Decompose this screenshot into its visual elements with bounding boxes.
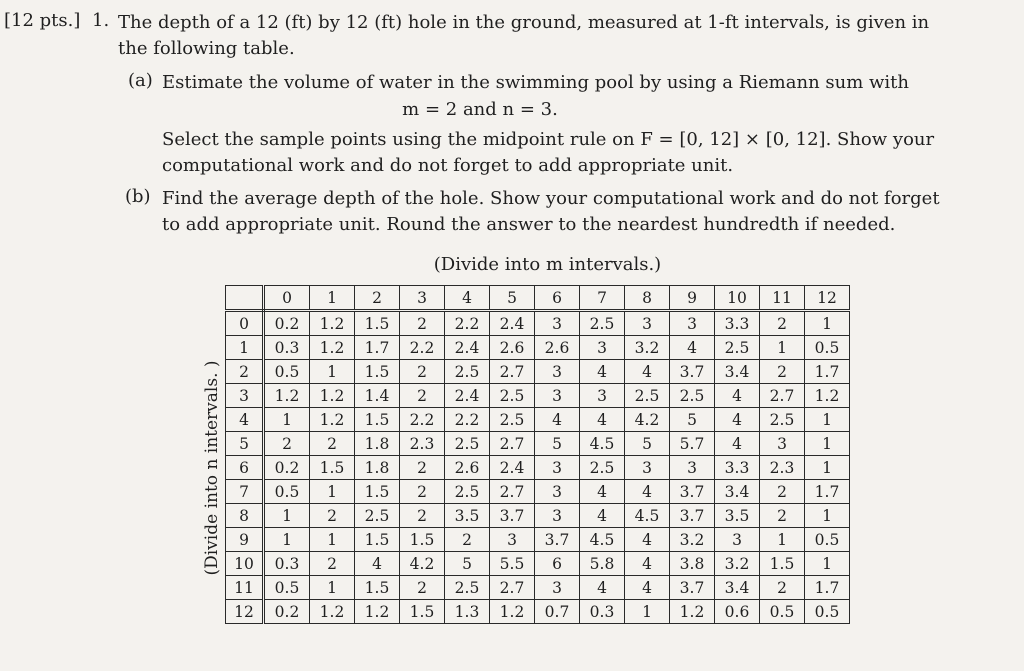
depth-cell: 4 [715, 432, 760, 456]
depth-cell: 4 [625, 552, 670, 576]
depth-cell: 2 [400, 456, 445, 480]
depth-cell: 1.5 [355, 408, 400, 432]
depth-cell: 1.7 [805, 360, 850, 384]
depth-cell: 4 [355, 552, 400, 576]
depth-cell: 2.5 [445, 432, 490, 456]
depth-cell: 3.4 [715, 480, 760, 504]
depth-cell: 3 [535, 384, 580, 408]
depth-cell: 4 [715, 408, 760, 432]
depth-cell: 2 [760, 360, 805, 384]
column-header: 7 [580, 286, 625, 311]
depth-cell: 3 [535, 360, 580, 384]
depth-cell: 2.5 [355, 504, 400, 528]
depth-cell: 1 [805, 432, 850, 456]
depth-cell: 1.2 [310, 311, 355, 336]
depth-cell: 0.2 [264, 311, 310, 336]
depth-cell: 1 [805, 552, 850, 576]
row-header: 9 [226, 528, 264, 552]
depth-cell: 3 [670, 456, 715, 480]
depth-cell: 3.3 [715, 456, 760, 480]
depth-cell: 3.2 [625, 336, 670, 360]
depth-cell: 2 [760, 480, 805, 504]
depth-cell: 3 [625, 311, 670, 336]
depth-cell: 2 [400, 504, 445, 528]
depth-cell: 3.5 [445, 504, 490, 528]
depth-cell: 3.2 [715, 552, 760, 576]
depth-table [225, 285, 850, 624]
part-a-line3: Select the sample points using the midpoint rule on F = [0, 12] × [0, 12]. Show your computational work and do not forget to add appropriate unit. [162, 129, 935, 176]
depth-cell: 2.3 [400, 432, 445, 456]
depth-cell: 2.2 [445, 408, 490, 432]
depth-cell: 1.2 [670, 600, 715, 624]
depth-cell: 4 [535, 408, 580, 432]
depth-cell: 2.7 [490, 576, 535, 600]
depth-cell: 3.7 [670, 504, 715, 528]
depth-cell: 2.4 [445, 336, 490, 360]
depth-cell: 2.5 [625, 384, 670, 408]
depth-cell: 1.7 [355, 336, 400, 360]
row-header: 1 [226, 336, 264, 360]
row-header: 2 [226, 360, 264, 384]
row-header: 4 [226, 408, 264, 432]
depth-cell: 5 [625, 432, 670, 456]
depth-cell: 2.5 [490, 384, 535, 408]
depth-cell: 1 [760, 336, 805, 360]
depth-cell: 1.5 [400, 600, 445, 624]
table-row [226, 600, 850, 624]
depth-cell: 3.7 [670, 480, 715, 504]
depth-cell: 2.5 [760, 408, 805, 432]
depth-cell: 3 [580, 384, 625, 408]
depth-cell: 1.2 [310, 408, 355, 432]
column-header: 8 [625, 286, 670, 311]
depth-cell: 2 [264, 432, 310, 456]
depth-cell: 4.5 [625, 504, 670, 528]
depth-cell: 0.3 [580, 600, 625, 624]
depth-cell: 2 [400, 360, 445, 384]
depth-cell: 2.7 [490, 360, 535, 384]
depth-cell: 2.5 [445, 576, 490, 600]
depth-cell: 4 [580, 504, 625, 528]
depth-cell: 1.5 [355, 480, 400, 504]
depth-cell: 2.6 [490, 336, 535, 360]
depth-cell: 1.5 [310, 456, 355, 480]
depth-cell: 1.5 [400, 528, 445, 552]
depth-cell: 3 [580, 336, 625, 360]
depth-cell: 1.2 [490, 600, 535, 624]
depth-cell: 1 [264, 504, 310, 528]
part-a-line1: Estimate the volume of water in the swimming pool by using a Riemann sum with [162, 72, 909, 93]
depth-cell: 0.5 [264, 576, 310, 600]
depth-cell: 3 [535, 456, 580, 480]
table-row [226, 576, 850, 600]
depth-cell: 1.2 [310, 600, 355, 624]
table-row [226, 360, 850, 384]
depth-cell: 3.7 [670, 360, 715, 384]
part-a-label: (a) [128, 70, 153, 91]
part-b-text: Find the average depth of the hole. Show your computational work and do not forget to add appropriate unit. Round the answer to the neardest hundredth if needed. [162, 188, 940, 235]
depth-cell: 2.5 [670, 384, 715, 408]
depth-cell: 3.2 [670, 528, 715, 552]
depth-cell: 3.5 [715, 504, 760, 528]
depth-cell: 2.2 [400, 408, 445, 432]
row-header: 0 [226, 311, 264, 336]
depth-cell: 2.5 [445, 360, 490, 384]
depth-cell: 2 [445, 528, 490, 552]
depth-cell: 5 [535, 432, 580, 456]
depth-cell: 3 [535, 576, 580, 600]
depth-cell: 1.8 [355, 456, 400, 480]
depth-cell: 3.4 [715, 576, 760, 600]
table-row [226, 504, 850, 528]
depth-cell: 1 [310, 576, 355, 600]
question-intro: The depth of a 12 (ft) by 12 (ft) hole in the ground, measured at 1-ft intervals, is given in the following table. [118, 12, 930, 59]
depth-cell: 1.5 [355, 576, 400, 600]
depth-cell: 2.4 [490, 456, 535, 480]
depth-cell: 1.5 [760, 552, 805, 576]
depth-cell: 1 [805, 456, 850, 480]
depth-cell: 4.2 [400, 552, 445, 576]
row-header: 8 [226, 504, 264, 528]
depth-cell: 1.5 [355, 360, 400, 384]
depth-cell: 2 [310, 552, 355, 576]
table-row [226, 456, 850, 480]
depth-cell: 5 [670, 408, 715, 432]
part-b-label: (b) [125, 186, 151, 207]
depth-cell: 0.5 [264, 480, 310, 504]
table-row [226, 552, 850, 576]
column-header: 9 [670, 286, 715, 311]
depth-cell: 2.7 [760, 384, 805, 408]
depth-cell: 2 [400, 576, 445, 600]
depth-cell: 0.5 [805, 528, 850, 552]
depth-cell: 2.7 [490, 480, 535, 504]
depth-cell: 0.5 [805, 600, 850, 624]
row-header: 11 [226, 576, 264, 600]
depth-cell: 0.5 [760, 600, 805, 624]
depth-cell: 4 [715, 384, 760, 408]
table-row [226, 336, 850, 360]
depth-cell: 4 [625, 528, 670, 552]
depth-cell: 6 [535, 552, 580, 576]
depth-cell: 3.7 [490, 504, 535, 528]
table-row [226, 528, 850, 552]
depth-cell: 4.5 [580, 528, 625, 552]
depth-cell: 2 [310, 432, 355, 456]
depth-cell: 1 [310, 528, 355, 552]
depth-cell: 5.8 [580, 552, 625, 576]
depth-cell: 4 [580, 360, 625, 384]
depth-cell: 2.5 [580, 311, 625, 336]
depth-cell: 2.5 [580, 456, 625, 480]
table-corner-cell [226, 286, 264, 311]
depth-cell: 4.2 [625, 408, 670, 432]
depth-cell: 1.5 [355, 528, 400, 552]
depth-cell: 2 [760, 576, 805, 600]
depth-cell: 1.7 [805, 576, 850, 600]
depth-cell: 2.4 [445, 384, 490, 408]
depth-cell: 0.7 [535, 600, 580, 624]
depth-cell: 0.2 [264, 456, 310, 480]
row-header: 10 [226, 552, 264, 576]
depth-cell: 3.4 [715, 360, 760, 384]
column-header: 11 [760, 286, 805, 311]
depth-cell: 1.2 [310, 336, 355, 360]
depth-cell: 1.8 [355, 432, 400, 456]
part-a-line2: m = 2 and n = 3. [402, 99, 558, 120]
table-row [226, 432, 850, 456]
depth-cell: 1 [625, 600, 670, 624]
depth-cell: 4 [670, 336, 715, 360]
column-header: 6 [535, 286, 580, 311]
depth-cell: 1.2 [355, 600, 400, 624]
depth-cell: 4 [580, 576, 625, 600]
depth-cell: 1 [805, 311, 850, 336]
depth-cell: 1.3 [445, 600, 490, 624]
depth-cell: 1 [805, 408, 850, 432]
depth-cell: 5 [445, 552, 490, 576]
depth-cell: 4 [580, 480, 625, 504]
depth-cell: 1 [310, 360, 355, 384]
depth-cell: 2.4 [490, 311, 535, 336]
depth-cell: 2.5 [490, 408, 535, 432]
depth-cell: 3 [760, 432, 805, 456]
depth-cell: 4 [625, 576, 670, 600]
depth-cell: 2.5 [715, 336, 760, 360]
table-row [226, 480, 850, 504]
depth-cell: 1 [805, 504, 850, 528]
row-caption: (Divide into n intervals. ) [202, 360, 222, 576]
depth-cell: 3 [490, 528, 535, 552]
depth-cell: 4 [580, 408, 625, 432]
depth-cell: 4 [625, 360, 670, 384]
depth-cell: 3 [535, 480, 580, 504]
depth-cell: 1.2 [805, 384, 850, 408]
depth-cell: 1 [264, 408, 310, 432]
depth-cell: 2 [760, 311, 805, 336]
column-header: 1 [310, 286, 355, 311]
depth-cell: 1.2 [310, 384, 355, 408]
depth-cell: 1 [760, 528, 805, 552]
depth-cell: 3 [715, 528, 760, 552]
depth-cell: 3.8 [670, 552, 715, 576]
depth-cell: 0.3 [264, 336, 310, 360]
points-label: [12 pts.] [4, 10, 81, 31]
depth-cell: 2.6 [535, 336, 580, 360]
depth-cell: 4.5 [580, 432, 625, 456]
table-row [226, 384, 850, 408]
column-caption: (Divide into m intervals.) [433, 254, 662, 275]
depth-cell: 1.2 [264, 384, 310, 408]
depth-cell: 2.2 [445, 311, 490, 336]
column-header: 2 [355, 286, 400, 311]
depth-cell: 3 [535, 504, 580, 528]
table-header-row [226, 286, 850, 311]
depth-cell: 1.4 [355, 384, 400, 408]
depth-cell: 2 [400, 384, 445, 408]
depth-cell: 0.5 [264, 360, 310, 384]
depth-cell: 2.2 [400, 336, 445, 360]
depth-cell: 2.7 [490, 432, 535, 456]
depth-cell: 1.5 [355, 311, 400, 336]
column-header: 5 [490, 286, 535, 311]
depth-cell: 0.6 [715, 600, 760, 624]
row-header: 6 [226, 456, 264, 480]
depth-cell: 0.3 [264, 552, 310, 576]
column-header: 12 [805, 286, 850, 311]
row-header: 7 [226, 480, 264, 504]
depth-cell: 3.3 [715, 311, 760, 336]
depth-cell: 4 [625, 480, 670, 504]
depth-cell: 3 [625, 456, 670, 480]
column-header: 10 [715, 286, 760, 311]
column-header: 0 [264, 286, 310, 311]
depth-cell: 2.6 [445, 456, 490, 480]
depth-cell: 2.5 [445, 480, 490, 504]
depth-cell: 2.3 [760, 456, 805, 480]
depth-cell: 1.7 [805, 480, 850, 504]
depth-cell: 5.5 [490, 552, 535, 576]
row-header: 5 [226, 432, 264, 456]
table-row [226, 311, 850, 336]
depth-cell: 3 [535, 311, 580, 336]
table-row [226, 408, 850, 432]
depth-cell: 2 [310, 504, 355, 528]
depth-cell: 2 [400, 480, 445, 504]
column-header: 3 [400, 286, 445, 311]
depth-cell: 1 [264, 528, 310, 552]
depth-cell: 1 [310, 480, 355, 504]
row-header: 12 [226, 600, 264, 624]
depth-cell: 3.7 [535, 528, 580, 552]
row-header: 3 [226, 384, 264, 408]
depth-cell: 2 [400, 311, 445, 336]
depth-cell: 5.7 [670, 432, 715, 456]
depth-cell: 0.5 [805, 336, 850, 360]
depth-cell: 2 [760, 504, 805, 528]
depth-cell: 3.7 [670, 576, 715, 600]
depth-cell: 0.2 [264, 600, 310, 624]
question-number: 1. [92, 10, 110, 31]
depth-cell: 3 [670, 311, 715, 336]
column-header: 4 [445, 286, 490, 311]
